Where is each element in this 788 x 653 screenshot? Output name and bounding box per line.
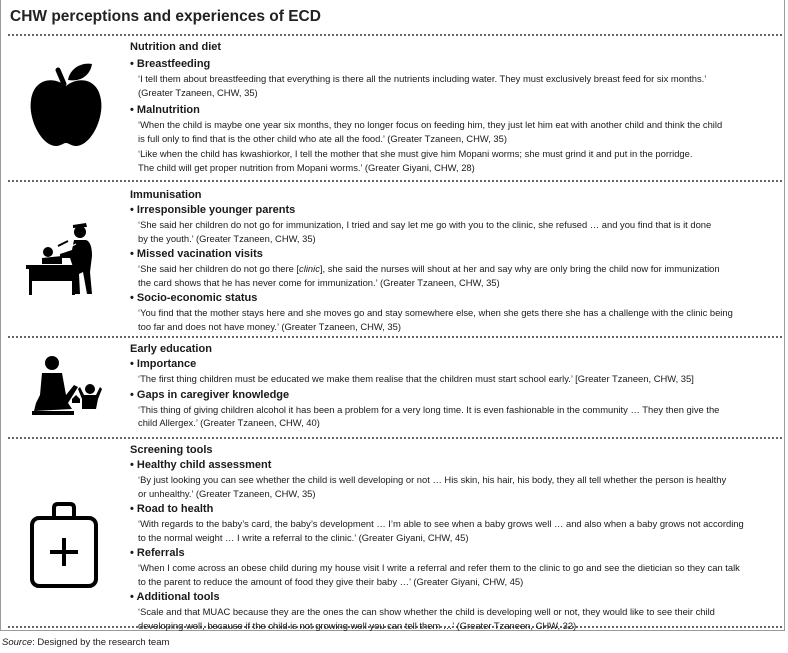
- divider: [8, 180, 782, 182]
- quote-line: by the youth.’ (Greater Tzaneen, CHW, 35): [138, 232, 316, 244]
- subtheme-heading: • Additional tools: [130, 590, 784, 605]
- section-title: Screening tools: [130, 444, 213, 456]
- nurse-vaccinating-baby-icon: [24, 222, 104, 296]
- subtheme-heading: • Healthy child assessment: [130, 458, 784, 473]
- quote-line: to the normal weight … I write a referral to the clinic.’ (Greater Giyani, CHW, 45): [138, 531, 469, 543]
- quote-text: ‘She said her children do not go there [: [138, 263, 300, 274]
- quote: [130, 118, 784, 145]
- quote-italic: clinic: [299, 263, 320, 274]
- quote-line: ‘You find that the mother stays here and she moves go and stay somewhere else, when she gets there she has a challenge with the clinic being: [138, 307, 733, 318]
- subtheme-heading: • Breastfeeding: [130, 57, 784, 72]
- section-title: Early education: [130, 343, 212, 355]
- quote-line: ‘When the child is maybe one year six months, they no longer focus on feeding him, they just let him eat with another child and think the child: [138, 119, 723, 130]
- subtheme-heading: • Road to health: [130, 502, 784, 517]
- quote: [130, 605, 784, 632]
- quote: [130, 262, 784, 289]
- quote-line: ‘This thing of giving children alcohol it has been a problem for a very long time. It is even fashionable in the community … They then give the: [138, 403, 720, 415]
- quote: [130, 561, 784, 588]
- quote-line: ‘When I come across an obese child during my house visit I write a referral and refer them to the clinic to go and see the dietician so they can talk: [138, 562, 740, 573]
- quote-line: to the parent to reduce the amount of food they give their baby …’ (Greater Giyani, CHW, 45): [138, 575, 524, 587]
- section-title: Nutrition and diet: [130, 41, 222, 53]
- divider: [8, 336, 782, 338]
- subtheme-heading: • Irresponsible younger parents: [130, 203, 784, 218]
- quote-line: ‘The first thing children must be educated we make them realise that the children must start school early.’ [Greater Tzaneen, CHW, 35]: [138, 373, 694, 384]
- source-text: : Designed by the research team: [32, 637, 170, 648]
- quote-line: or unhealthy.’ (Greater Tzaneen, CHW, 35): [138, 487, 316, 499]
- subtheme-heading: • Socio-economic status: [130, 291, 784, 306]
- quote-line: the card shows that he has never come for immunization.’ (Greater Tzaneen, CHW, 35): [138, 276, 500, 288]
- quote: [130, 403, 784, 430]
- subtheme-heading: • Malnutrition: [130, 103, 784, 118]
- divider: [8, 437, 782, 439]
- quote-line: (Greater Tzaneen, CHW, 35): [138, 86, 258, 98]
- quote: [130, 517, 784, 544]
- section-screening-tools: [130, 443, 784, 634]
- mother-teaching-child-icon: [30, 355, 102, 417]
- quote: [130, 372, 784, 386]
- divider: [8, 34, 782, 36]
- quote-line: is full only to find that is the other child who ate all the food.’ (Greater Tzaneen, CHW, 35): [138, 132, 507, 144]
- subtheme-heading: • Referrals: [130, 546, 784, 561]
- quote: [130, 72, 784, 99]
- section-immunisation: [130, 188, 784, 335]
- quote: [130, 218, 784, 245]
- subtheme-heading: • Missed vacination visits: [130, 247, 784, 262]
- quote-line: ‘With regards to the baby’s card, the baby’s development … I’m able to see when a baby grows well … and also when a baby grows not according: [138, 518, 744, 529]
- apple-icon: [28, 62, 104, 148]
- quote-line: ‘She said her children do not go for immunization, I tried and say let me go with you to the clinic, she refused … and you find that is it done: [138, 219, 712, 230]
- section-nutrition: [130, 40, 784, 176]
- quote: [130, 147, 784, 174]
- quote-line: developing well, because if the child is not growing well you can tell them …’ (Greater Tzaneen, CHW, 32): [138, 619, 577, 631]
- section-early-education: [130, 342, 784, 432]
- quote: [130, 473, 784, 500]
- section-title: Immunisation: [130, 189, 202, 201]
- quote-line: ‘I tell them about breastfeeding that everything is there all the nutrients including water. They must exclusively breast feed for six months.’: [138, 73, 707, 84]
- subtheme-heading: • Importance: [130, 357, 784, 372]
- quote-line: ‘Like when the child has kwashiorkor, I tell the mother that she must give him Mopani worms; she must grind it and put in the porridge.: [138, 148, 693, 159]
- source-note: [2, 637, 169, 648]
- figure-title: CHW perceptions and experiences of ECD: [10, 8, 321, 25]
- source-label: Source: [2, 637, 33, 648]
- subtheme-heading: • Gaps in caregiver knowledge: [130, 388, 784, 403]
- quote-line: ‘By just looking you can see whether the child is well developing or not … His skin, his hair, his body, they all tell whether the person is healthy: [138, 474, 727, 485]
- quote-line: The child will get proper nutrition from Mopani worms.’ (Greater Giyani, CHW, 28): [138, 161, 475, 173]
- quote-line: ‘Scale and that MUAC because they are the ones the can show whether the child is developing well or not, they would like to see their child: [138, 606, 715, 617]
- quote-line: child Allergex.’ (Greater Tzaneen, CHW, 40): [138, 417, 320, 428]
- quote: [130, 306, 784, 333]
- quote-text: ], she said the nurses will shout at her and say why are only bring the child now for immunization: [319, 263, 720, 274]
- quote-line: too far and does not have money.’ (Greater Tzaneen, CHW, 35): [138, 320, 401, 332]
- quote-line: [138, 262, 784, 276]
- medical-kit-icon: [28, 500, 100, 590]
